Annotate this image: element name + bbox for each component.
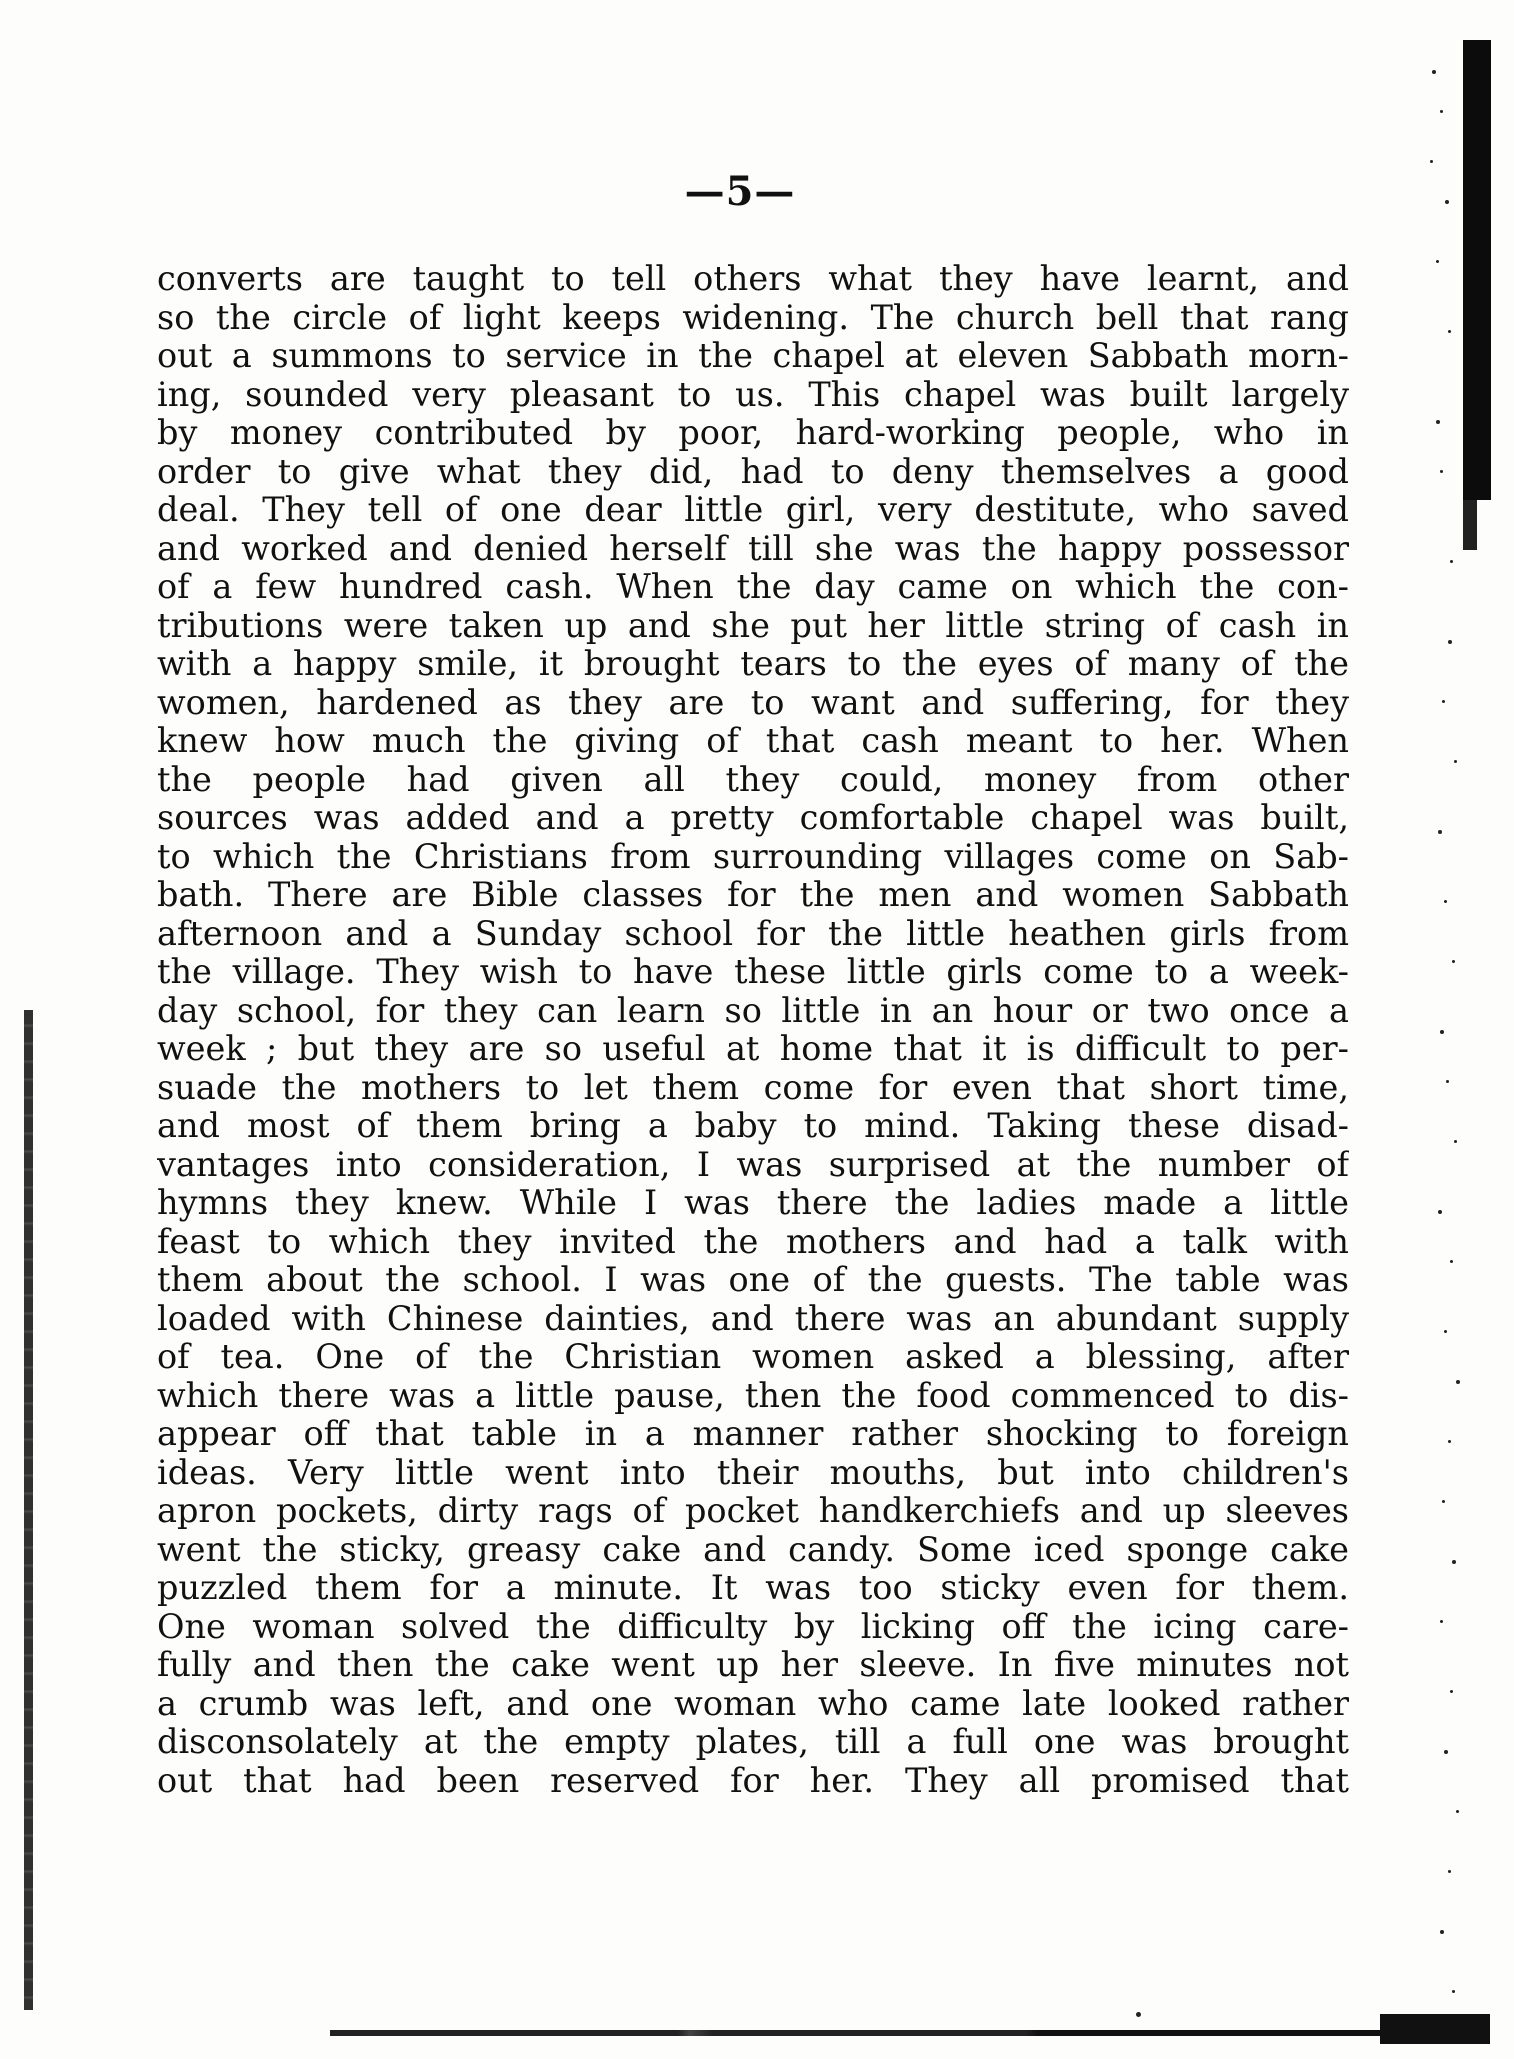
text-line: the village. They wish to have these little girls come to a week- (157, 953, 1349, 991)
text-line: of a few hundred cash. When the day came on which the con- (157, 568, 1349, 606)
scan-speck (1438, 1210, 1442, 1214)
scan-corner-mark (1380, 2014, 1490, 2044)
text-line: appear off that table in a manner rather shocking to foreign (157, 1415, 1349, 1453)
scan-speck (1442, 700, 1445, 703)
scan-speck (1440, 1930, 1444, 1934)
scan-speck (1448, 330, 1451, 333)
scan-speck (1440, 470, 1443, 473)
text-line: suade the mothers to let them come for even that short time, (157, 1068, 1349, 1107)
scan-speck (1444, 1330, 1447, 1333)
text-line: vantages into consideration, I was surprised at the number of (157, 1145, 1349, 1184)
scan-speck (1436, 260, 1439, 263)
text-line: hymns they knew. While I was there the ladies made a little (157, 1184, 1349, 1222)
text-line: a crumb was left, and one woman who came late looked rather (157, 1684, 1349, 1723)
scan-speck (1444, 1750, 1448, 1754)
text-line: tributions were taken up and she put her little string of cash in (157, 606, 1349, 645)
scan-speck (1456, 1380, 1460, 1384)
scan-speck (1430, 160, 1433, 163)
scan-speck (1438, 830, 1442, 834)
text-line: week ; but they are so useful at home that it is difficult to per- (157, 1030, 1349, 1068)
text-line: and worked and denied herself till she was the happy possessor (157, 529, 1349, 568)
scan-speck (1448, 640, 1452, 644)
text-line: the people had given all they could, money from other (157, 760, 1349, 799)
text-line: out a summons to service in the chapel at eleven Sabbath morn- (157, 337, 1349, 375)
page-number: —5— (684, 168, 796, 215)
scan-speck (1454, 760, 1457, 763)
scan-speck (1454, 1140, 1457, 1143)
text-line: and most of them bring a baby to mind. Taking these disad- (157, 1107, 1349, 1145)
scan-bottom-rule (330, 2030, 1490, 2036)
text-line: loaded with Chinese dainties, and there was an abundant supply (157, 1299, 1349, 1338)
text-line: out that had been reserved for her. They all promised that (157, 1761, 1349, 1800)
body-text (157, 260, 1349, 1800)
text-line: puzzled them for a minute. It was too sticky even for them. (157, 1569, 1349, 1607)
text-line: so the circle of light keeps widening. The church bell that rang (157, 298, 1349, 337)
text-line: afternoon and a Sunday school for the little heathen girls from (157, 914, 1349, 953)
scan-speck (1436, 420, 1440, 424)
scan-edge-mark (1463, 40, 1491, 500)
scan-speck (1452, 1560, 1456, 1564)
scan-speck (1450, 1690, 1453, 1693)
scan-speck (1432, 70, 1436, 74)
text-line: bath. There are Bible classes for the men and women Sabbath (157, 876, 1349, 914)
text-line: them about the school. I was one of the guests. The table was (157, 1261, 1349, 1299)
text-line: with a happy smile, it brought tears to the eyes of many of the (157, 645, 1349, 683)
text-line: apron pockets, dirty rags of pocket handkerchiefs and up sleeves (157, 1492, 1349, 1530)
text-line: by money contributed by poor, hard-working people, who in (157, 414, 1349, 452)
scan-edge-mark (1463, 500, 1477, 550)
scan-margin-rule (24, 1010, 33, 2010)
scan-speck (1452, 1990, 1455, 1993)
text-line: to which the Christians from surrounding villages come on Sab- (157, 837, 1349, 876)
scan-speck (1450, 560, 1453, 563)
text-line: feast to which they invited the mothers and had a talk with (157, 1222, 1349, 1261)
scan-speck (1442, 1500, 1445, 1503)
scan-speck (1452, 960, 1455, 963)
text-line: day school, for they can learn so little in an hour or two once a (157, 991, 1349, 1030)
text-line: went the sticky, greasy cake and candy. Some iced sponge cake (157, 1530, 1349, 1569)
text-line: ideas. Very little went into their mouths, but into children's (157, 1453, 1349, 1492)
scan-speck (1440, 110, 1443, 113)
scan-speck (1136, 2012, 1141, 2017)
scan-speck (1448, 1870, 1451, 1873)
text-line: of tea. One of the Christian women asked a blessing, after (157, 1338, 1349, 1376)
scan-speck (1456, 1810, 1459, 1813)
scan-speck (1448, 1440, 1451, 1443)
scan-speck (1444, 900, 1447, 903)
text-line: sources was added and a pretty comfortable chapel was built, (157, 799, 1349, 837)
scan-speck (1440, 1620, 1443, 1623)
text-line: fully and then the cake went up her sleeve. In five minutes not (157, 1646, 1349, 1684)
text-line: One woman solved the difficulty by licking off the icing care- (157, 1607, 1349, 1646)
scan-speck (1446, 1080, 1449, 1083)
scan-speck (1450, 1260, 1453, 1263)
scan-speck (1440, 1030, 1444, 1034)
text-line: ing, sounded very pleasant to us. This chapel was built largely (157, 375, 1349, 414)
text-line: which there was a little pause, then the food commenced to dis- (157, 1376, 1349, 1415)
text-line: women, hardened as they are to want and suffering, for they (157, 683, 1349, 722)
scan-speck (1445, 200, 1449, 204)
text-line: order to give what they did, had to deny themselves a good (157, 452, 1349, 491)
text-line: knew how much the giving of that cash meant to her. When (157, 722, 1349, 760)
text-line: converts are taught to tell others what they have learnt, and (157, 260, 1349, 298)
text-line: deal. They tell of one dear little girl, very destitute, who saved (157, 491, 1349, 529)
text-line: disconsolately at the empty plates, till a full one was brought (157, 1723, 1349, 1761)
